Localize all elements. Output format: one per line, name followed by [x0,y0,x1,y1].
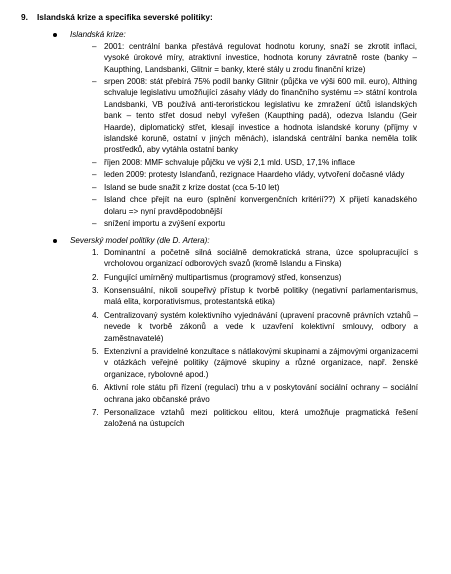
item-number: 1. [92,247,99,257]
dash-list-icelandic-crisis [0,41,451,230]
dash-bullet-icon: – [92,170,97,180]
dash-bullet-icon: – [92,195,97,205]
section-icelandic-crisis [0,29,451,229]
list-item: – Island chce přejít na euro (splnění konvergenčních kritérií??) X přijetí kanadského dolaru => nyní pravděpodobnější [92,195,417,216]
item-number: 3. [92,285,99,295]
list-item: 4. Centralizovaný systém kolektivního vyjednávání (upravení pracovně právních vztahů – nevede k tvorbě zákonů a vede k uzavření kolektivní smlouvy, odbory a zaměstnavatelé) [92,310,418,343]
heading-title: Islandská krize a specifika severské politiky: [37,12,213,22]
list-item: – snížení importu a zvýšení exportu [92,218,226,228]
item-number: 2. [92,272,99,282]
item-number: 4. [92,310,99,320]
dash-bullet-icon: – [92,157,97,167]
list-item: – leden 2009: protesty Islanďanů, rezignace Haardeho vlády, vytvoření dočasné vlády [92,170,405,180]
heading-number: 9. [21,12,28,22]
dash-bullet-icon: – [92,77,97,87]
section-title-icelandic-crisis: Islandská krize: [70,29,451,40]
list-item: 6. Aktivní role státu při řízení (regulaci) trhu a v poskytování sociální ochrany – sociální ochrana jako občanské právo [92,383,418,404]
list-item: – 2001: centrální banka přestává regulovat hodnotu koruny, snaží se zkrotit inflaci, vysoké úrokové míry, atraktivní investice, hodnota koruny závratně roste (banky – Kaupthing, Landsbanki, Glitnir = banky, které stály u zrodu finanční krize) [92,41,417,74]
item-number: 5. [92,346,99,356]
item-number: 6. [92,383,99,393]
list-item: – srpen 2008: stát přebírá 75% podíl banky Glitnir (půjčka ve výši 600 mil. euro), Althing schvaluje legislativu umožňující zásahy vlády do finančního systému => státní kontrola Landsbanki, VB používá anti-teroristickou legislativu ke zmražení účtů islandských bank – tento střet dosud nebyl vyřešen (Kaupthing padá), odezva Islandu (Geir Haarde), diplomatický střet, klesají investice a hodnota islandské koruny (příjmy v islandské koruně, ostatní v jiných měnách), islandská centrální banka neměla tolik prostředků, aby vytáhla ostatní banky [92,77,417,155]
section-title-nordic-model: Severský model politiky (dle D. Artera): [70,235,451,246]
dash-bullet-icon: – [92,41,97,51]
list-item: – říjen 2008: MMF schvaluje půjčku ve výši 2,1 mld. USD, 17,1% inflace [92,157,356,167]
list-item: 3. Konsensuální, nikoli soupeřivý přístup k tvorbě politiky (negativní parlamentarismus, malá elita, korporativismus, protestantská etika) [92,285,418,307]
dash-bullet-icon: – [92,182,97,192]
list-item: 5. Extenzivní a pravidelné konzultace s nátlakovými skupinami a zájmovými organizacemi v otázkách veřejné politiky (zájmové skupiny a různé organizace, např. ženské organizace, rybolovné apod.) [92,346,418,379]
dash-bullet-icon: – [92,218,97,228]
list-item: 7. Personalizace vztahů mezi politickou elitou, která umožňuje pragmatická řešení založená na ústupcích [92,408,418,429]
list-item: 1. Dominantní a početně silná sociálně demokratická strana, úzce spolupracující s vrcholovou organizací odborových svazů (kromě Islandu a Finska) [92,247,418,269]
item-number: 7. [92,408,99,417]
list-item: – Island se bude snažit z krize dostat (cca 5-10 let) [92,182,280,192]
section-nordic-model [0,235,451,430]
list-item: 2. Fungující umírněný multipartismus (programový střed, konsenzus) [92,272,342,282]
section-heading [21,12,451,23]
numbered-list-nordic-model [0,247,451,430]
